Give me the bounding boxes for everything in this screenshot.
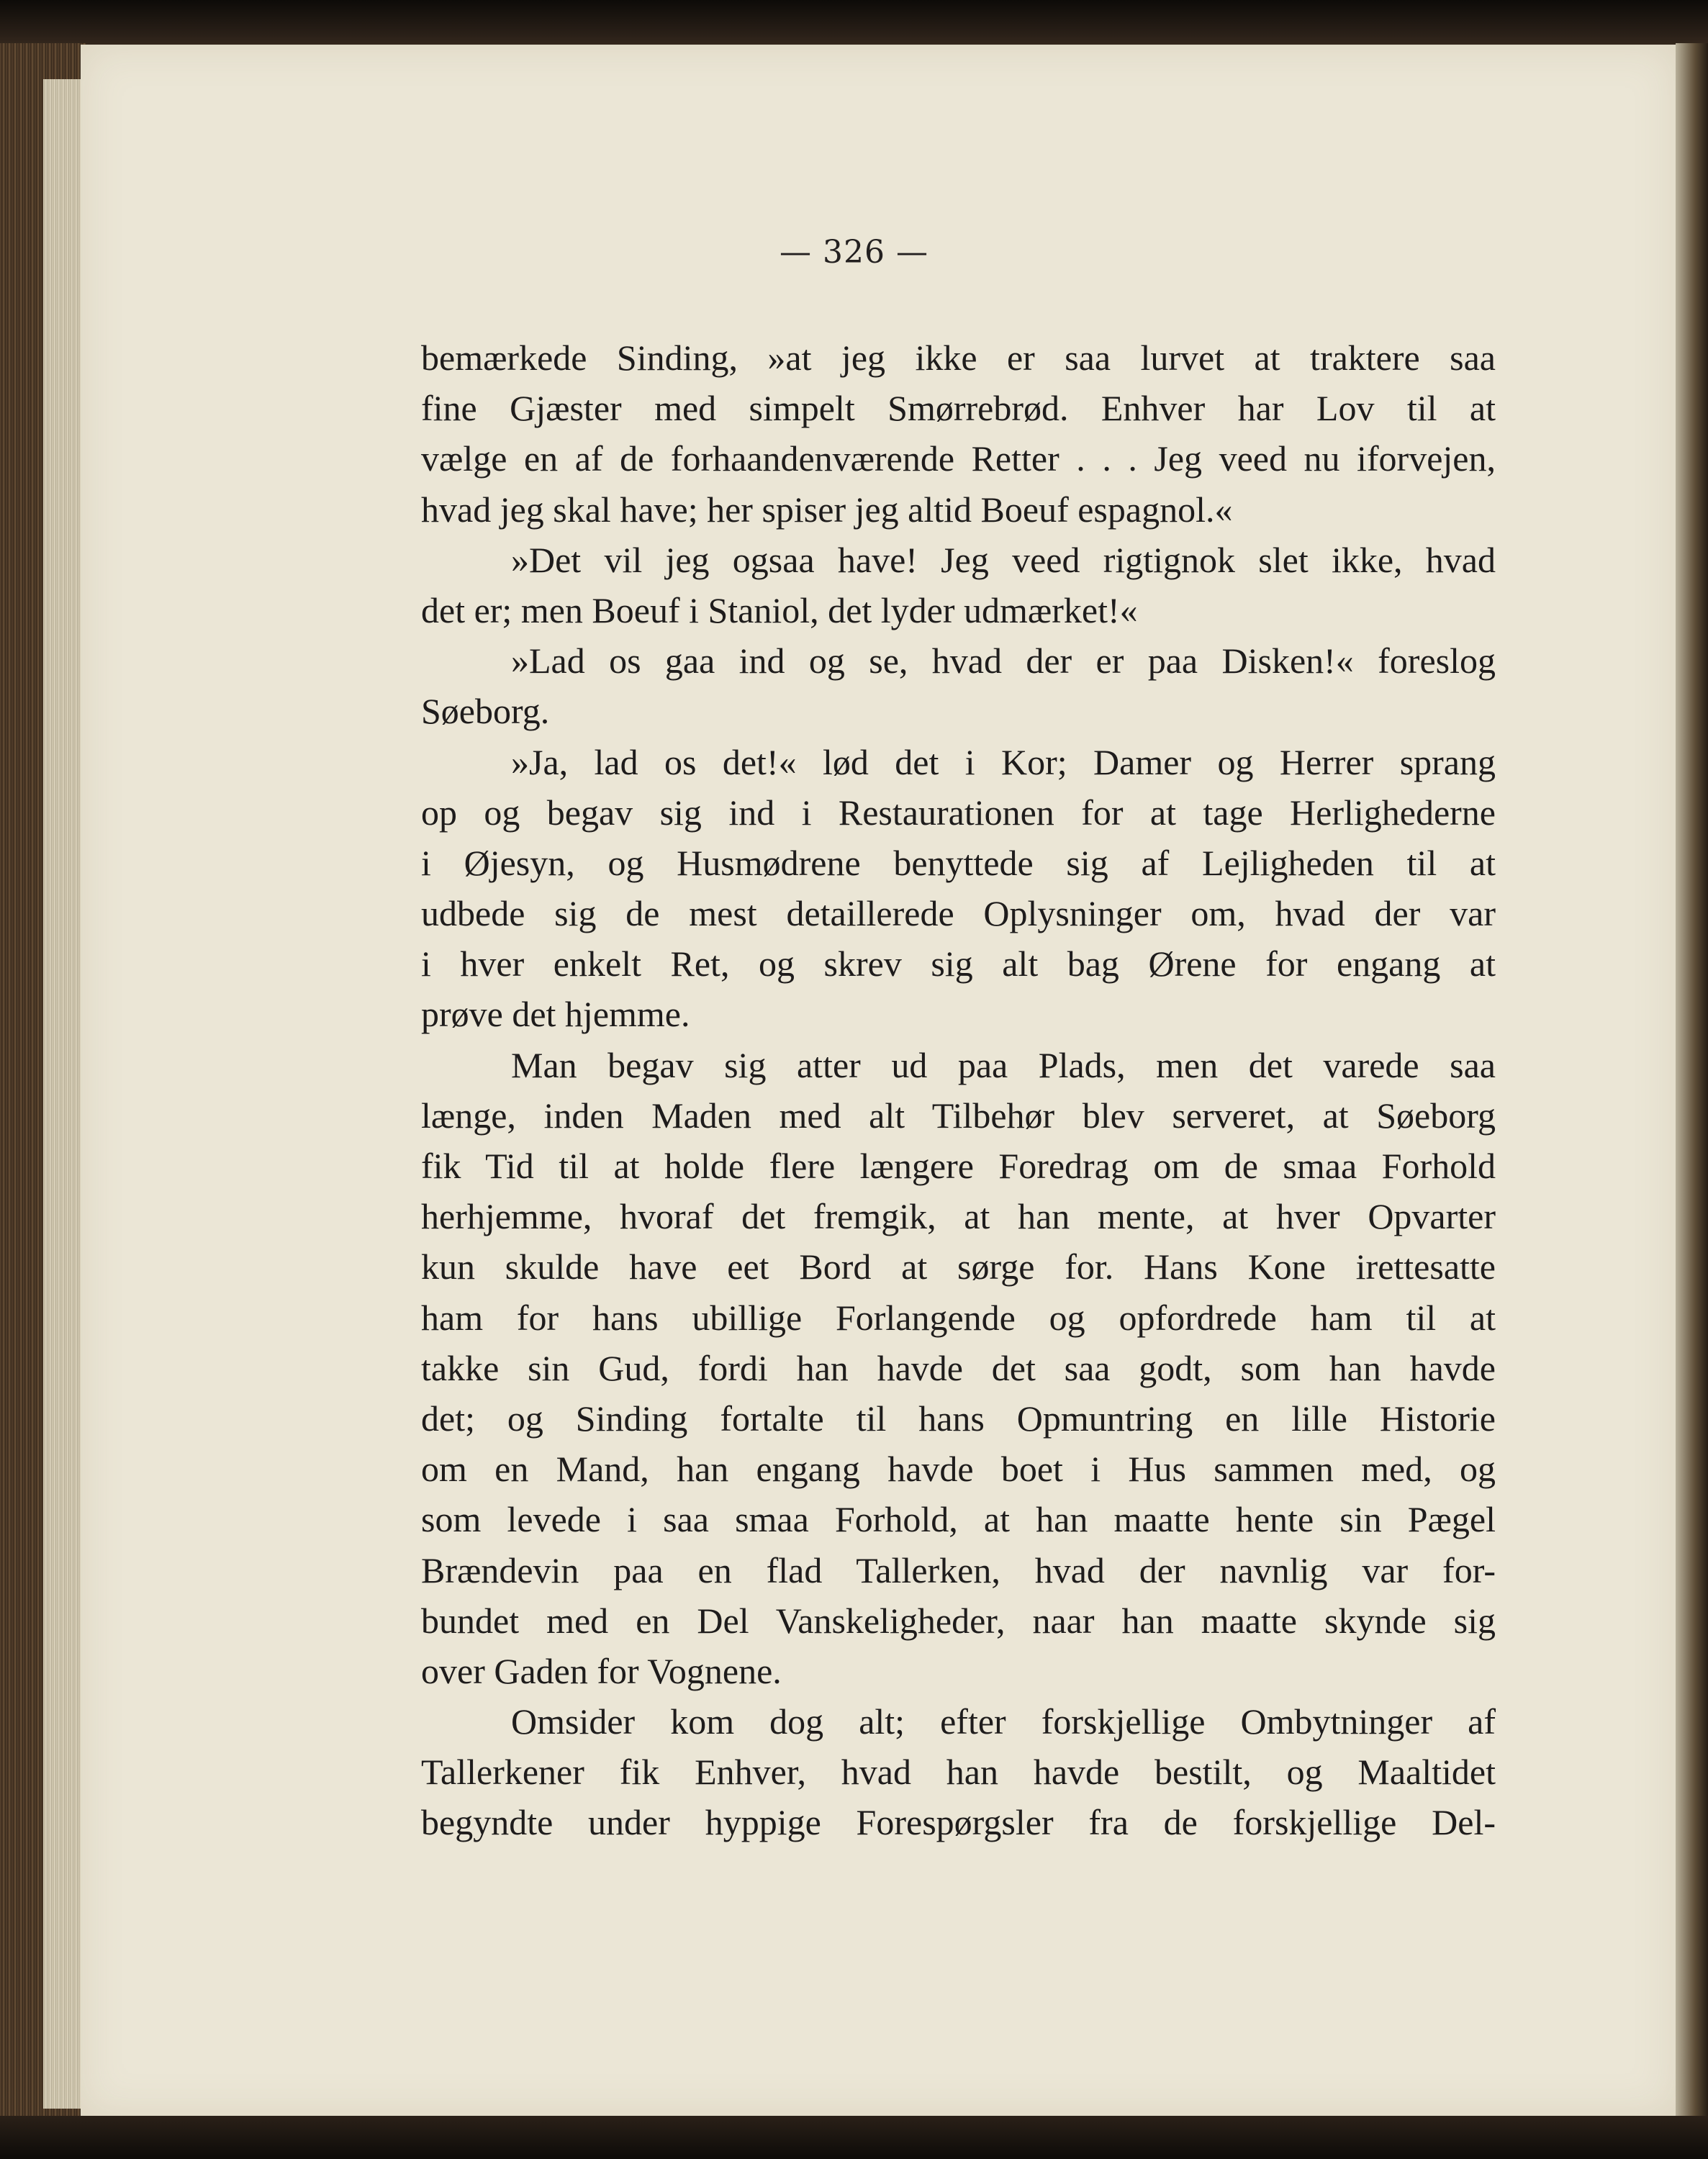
text-line: bundet med en Del Vanskeligheder, naar han maatte skynde sig: [421, 1600, 1496, 1641]
page-right-shadow: [1676, 43, 1708, 2116]
page-number: — 326 —: [780, 234, 928, 271]
text-line: »Lad os gaa ind og se, hvad der er paa Disken!« foreslog: [511, 641, 1496, 682]
text-line: hvad jeg skal have; her spiser jeg altid Boeuf espagnol.«: [421, 489, 1233, 530]
scan-top-shadow: [0, 0, 1708, 50]
scan-bottom-shadow: [0, 2116, 1708, 2159]
text-line: op og begav sig ind i Restaurationen for at tage Herlighederne: [421, 792, 1496, 833]
text-line: kun skulde have eet Bord at sørge for. Hans Kone irettesatte: [421, 1246, 1496, 1287]
text-line: fik Tid til at holde flere længere Foredrag om de smaa Forhold: [421, 1146, 1496, 1186]
text-line: fine Gjæster med simpelt Smørrebrød. Enhver har Lov til at: [421, 388, 1496, 429]
text-line: begyndte under hyppige Forespørgsler fra de forskjellige Del-: [421, 1802, 1496, 1843]
text-line: Brændevin paa en flad Tallerken, hvad der navnlig var for-: [421, 1549, 1496, 1590]
text-line: Tallerkener fik Enhver, hvad han havde bestilt, og Maaltidet: [421, 1752, 1496, 1793]
text-line: over Gaden for Vognene.: [421, 1650, 782, 1691]
text-line: i hver enkelt Ret, og skrev sig alt bag Ørene for engang at: [421, 943, 1496, 985]
text-line: takke sin Gud, fordi han havde det saa godt, som han havde: [421, 1347, 1496, 1388]
text-line: prøve det hjemme.: [421, 994, 690, 1035]
text-line: det; og Sinding fortalte til hans Opmuntring en lille Historie: [421, 1398, 1496, 1439]
text-line: som levede i saa smaa Forhold, at han maatte hente sin Pægel: [421, 1499, 1496, 1540]
text-line: Søeborg.: [421, 691, 550, 732]
text-line: ham for hans ubillige Forlangende og opfordrede ham til at: [421, 1297, 1496, 1338]
text-line: det er; men Boeuf i Staniol, det lyder udmærket!«: [421, 589, 1138, 630]
text-line: bemærkede Sinding, »at jeg ikke er saa lurvet at traktere saa: [421, 338, 1496, 378]
text-line: i Øjesyn, og Husmødrene benyttede sig af Lejligheden til at: [421, 842, 1496, 883]
text-line: længe, inden Maden med alt Tilbehør blev serveret, at Søeborg: [421, 1095, 1496, 1136]
text-line: »Ja, lad os det!« lød det i Kor; Damer og Herrer sprang: [511, 741, 1496, 782]
text-line: vælge en af de forhaandenværende Retter . . . Jeg veed nu iforvejen,: [421, 438, 1496, 479]
body-text: [421, 332, 1496, 1848]
text-line: udbede sig de mest detaillerede Oplysninger om, hvad der var: [421, 893, 1496, 934]
text-line: Man begav sig atter ud paa Plads, men det varede saa: [511, 1044, 1496, 1085]
text-line: herhjemme, hvoraf det fremgik, at han mente, at hver Opvarter: [421, 1196, 1496, 1237]
text-line: om en Mand, han engang havde boet i Hus sammen med, og: [421, 1449, 1496, 1490]
text-line: Omsider kom dog alt; efter forskjellige Ombytninger af: [511, 1701, 1496, 1742]
text-line: »Det vil jeg ogsaa have! Jeg veed rigtignok slet ikke, hvad: [511, 539, 1496, 580]
